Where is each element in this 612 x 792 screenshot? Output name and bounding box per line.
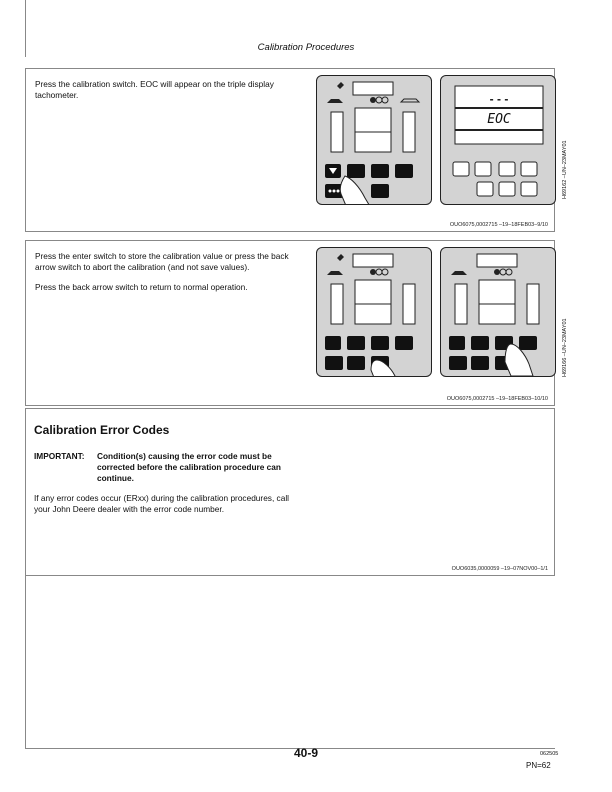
section2-ref: OUO6075,0002715 –19–18FEB03–10/10: [446, 396, 548, 402]
section2-text2: Press the back arrow switch to return to normal operation.: [35, 282, 248, 292]
important-text: Condition(s) causing the error code must be corrected before the calibration procedure can continue.: [97, 451, 281, 483]
figure2-side-label: H69166 –UN–23MAY01: [562, 318, 568, 377]
section2-text: [35, 251, 300, 302]
control-panel-enter: [316, 247, 432, 377]
display-dashes: - - -: [489, 92, 509, 106]
important-label: IMPORTANT:: [34, 451, 85, 461]
page-number: 40-9: [293, 746, 319, 760]
control-panel-left: [316, 75, 432, 205]
section2-text1: Press the enter switch to store the calibration value or press the back arrow switch to abort the calibration (and not save values).: [35, 251, 289, 272]
footer-pn: PN=62: [526, 761, 551, 770]
section1-ref: OUO6075,0002715 –19–18FEB03–9/10: [449, 222, 548, 228]
section-enter-switch: [25, 240, 568, 406]
figure1-side-label: H69162 –UN–23MAY01: [562, 140, 568, 199]
tachometer-display-panel: [440, 75, 556, 205]
margin-line-bottom: [25, 576, 26, 748]
section-error-codes: [25, 408, 555, 576]
section3-ref: OUO6035,0000059 –19–07NOV00–1/1: [451, 566, 548, 572]
section3-body: If any error codes occur (ERxx) during the calibration procedures, call your John Deere dealer with the error code number.: [34, 493, 290, 514]
section-calibration-switch: [25, 68, 568, 232]
page-header: Calibration Procedures: [257, 42, 355, 53]
control-panel-back: [440, 247, 556, 377]
section3-heading: Calibration Error Codes: [34, 423, 170, 437]
display-eoc: EOC: [487, 112, 511, 127]
footer-code: 062505: [540, 751, 559, 757]
section1-text: Press the calibration switch. EOC will appear on the triple display tachometer.: [35, 79, 274, 100]
